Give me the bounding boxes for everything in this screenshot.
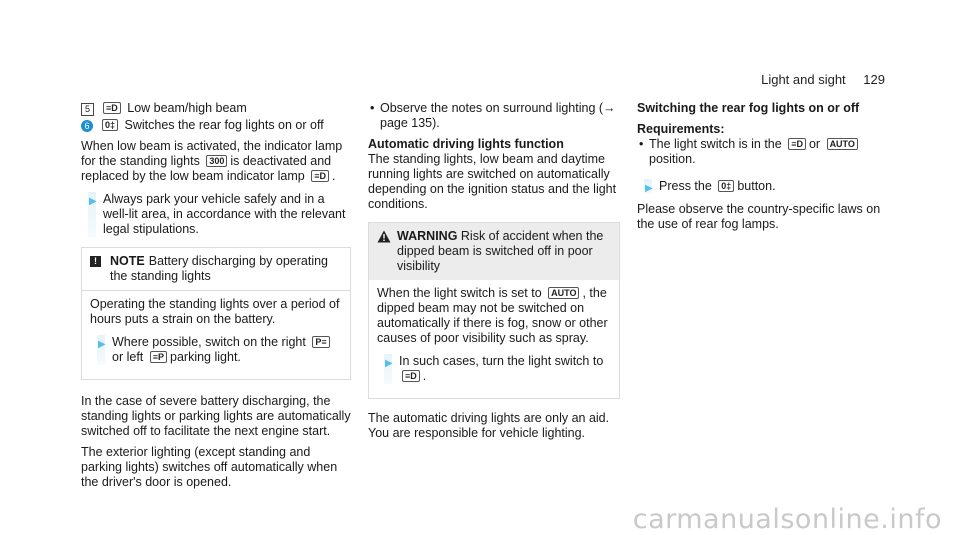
note-title: Battery discharging by operating the standing lights — [110, 254, 329, 283]
park-safely-action — [81, 192, 351, 237]
action-text: or left — [112, 350, 144, 364]
low-beam-icon: ≡D — [402, 370, 420, 382]
action-text: Always park your vehicle safely and in a well-lit area, in accordance with the relevant legal stipulations. — [103, 192, 346, 236]
rear-fog-light-icon: 0‡ — [102, 119, 118, 131]
rear-fog-light-icon: 0‡ — [718, 180, 734, 192]
legend-item-6-text: Switches the rear fog lights on or off — [124, 118, 324, 132]
action-arrow-icon: ▶ — [98, 339, 106, 350]
action-arrow-icon: ▶ — [645, 183, 653, 194]
country-laws-paragraph: Please observe the country-specific laws on the use of rear fog lamps. — [637, 202, 881, 231]
column-3 — [637, 101, 887, 238]
rear-fog-heading: Switching the rear fog lights on or off — [637, 101, 860, 115]
low-beam-icon: ≡D — [788, 138, 806, 150]
action-arrow-icon: ▶ — [89, 196, 97, 207]
press-button-action — [637, 179, 887, 194]
aid-paragraph: The automatic driving lights are only an aid. You are responsible for vehicle lighting. — [368, 411, 610, 440]
exterior-lighting-paragraph: The exterior lighting (except standing and parking lights) switches off automatically when the driver's door is opened. — [81, 445, 338, 489]
section-title: Light and sight — [761, 72, 846, 87]
paragraph-text: When low beam is activated, the indicator lamp for the standing lights — [81, 139, 343, 168]
requirements-label: Requirements: — [637, 122, 725, 136]
callout-5-icon: 5 — [81, 103, 94, 116]
auto-light-icon: AUTO — [548, 287, 579, 299]
warning-text — [377, 286, 611, 346]
bullet-text: The light switch is in the — [649, 137, 782, 151]
paragraph-text: is deactivated and replaced by the low beam indicator lamp — [81, 154, 332, 183]
left-parking-light-icon: ≡P — [150, 351, 167, 363]
exclamation-icon: ! — [90, 256, 101, 267]
auto-light-icon: AUTO — [827, 138, 858, 150]
action-text: parking light. — [170, 350, 241, 364]
warning-text-part: When the light switch is set to — [377, 286, 542, 300]
note-action — [90, 335, 342, 365]
warning-body — [369, 280, 619, 398]
page-header — [761, 72, 885, 87]
auto-lights-paragraph: The standing lights, low beam and daytime running lights are switched on automatically depending on the ignition status and the light conditions. — [368, 152, 617, 211]
column-1 — [81, 101, 351, 496]
warning-action — [377, 354, 611, 384]
column-2 — [368, 101, 620, 447]
bullet-text: or — [808, 137, 821, 151]
bullet-dot: • — [370, 101, 375, 115]
paragraph-text: . — [331, 169, 336, 183]
surround-lighting-bullet — [368, 101, 620, 131]
note-label: NOTE — [110, 254, 145, 268]
warning-triangle-icon — [377, 230, 391, 243]
bullet-text: position. — [649, 152, 696, 166]
low-beam-icon: ≡D — [311, 170, 329, 182]
auto-lights-heading: Automatic driving lights function — [368, 137, 564, 151]
action-text: button. — [737, 179, 776, 193]
note-body — [82, 290, 350, 379]
action-text: Where possible, switch on the right — [112, 335, 306, 349]
action-text: . — [422, 369, 427, 383]
warning-header — [369, 223, 619, 280]
page-number: 129 — [863, 72, 885, 87]
right-parking-light-icon: P≡ — [312, 336, 329, 348]
warning-text-part: , the dipped beam may not be switched on automatically if there is fog, snow or other causes of poor visibility such as spray. — [377, 286, 608, 345]
bullet-dot: • — [639, 137, 644, 151]
requirement-bullet — [637, 137, 887, 167]
warning-label: WARNING — [397, 229, 458, 243]
legend-item-6 — [81, 118, 351, 133]
action-arrow-icon: ▶ — [385, 358, 393, 369]
legend-item-5 — [81, 101, 351, 116]
battery-discharge-paragraph: In the case of severe battery discharging, the standing lights or parking lights are automatically switched off to facilitate the next engine start. — [81, 394, 351, 438]
warning-title: Risk of accident when the dipped beam is switched off in poor visibility — [397, 229, 604, 273]
legend-item-5-text: Low beam/high beam — [127, 101, 247, 115]
bullet-text: Observe the notes on surround lighting (→ page 135). — [380, 101, 616, 130]
note-text: Operating the standing lights over a period of hours puts a strain on the battery. — [90, 297, 340, 326]
warning-box — [368, 222, 620, 399]
action-text: In such cases, turn the light switch to — [399, 354, 604, 368]
low-beam-icon: ≡D — [103, 102, 121, 114]
callout-6-icon: 6 — [81, 120, 93, 132]
note-header — [82, 248, 350, 290]
note-box — [81, 247, 351, 380]
watermark: carmanualsonline.info — [632, 504, 942, 535]
standing-lights-icon: 300 — [206, 155, 227, 167]
action-text: Press the — [659, 179, 712, 193]
low-beam-paragraph — [81, 139, 351, 184]
